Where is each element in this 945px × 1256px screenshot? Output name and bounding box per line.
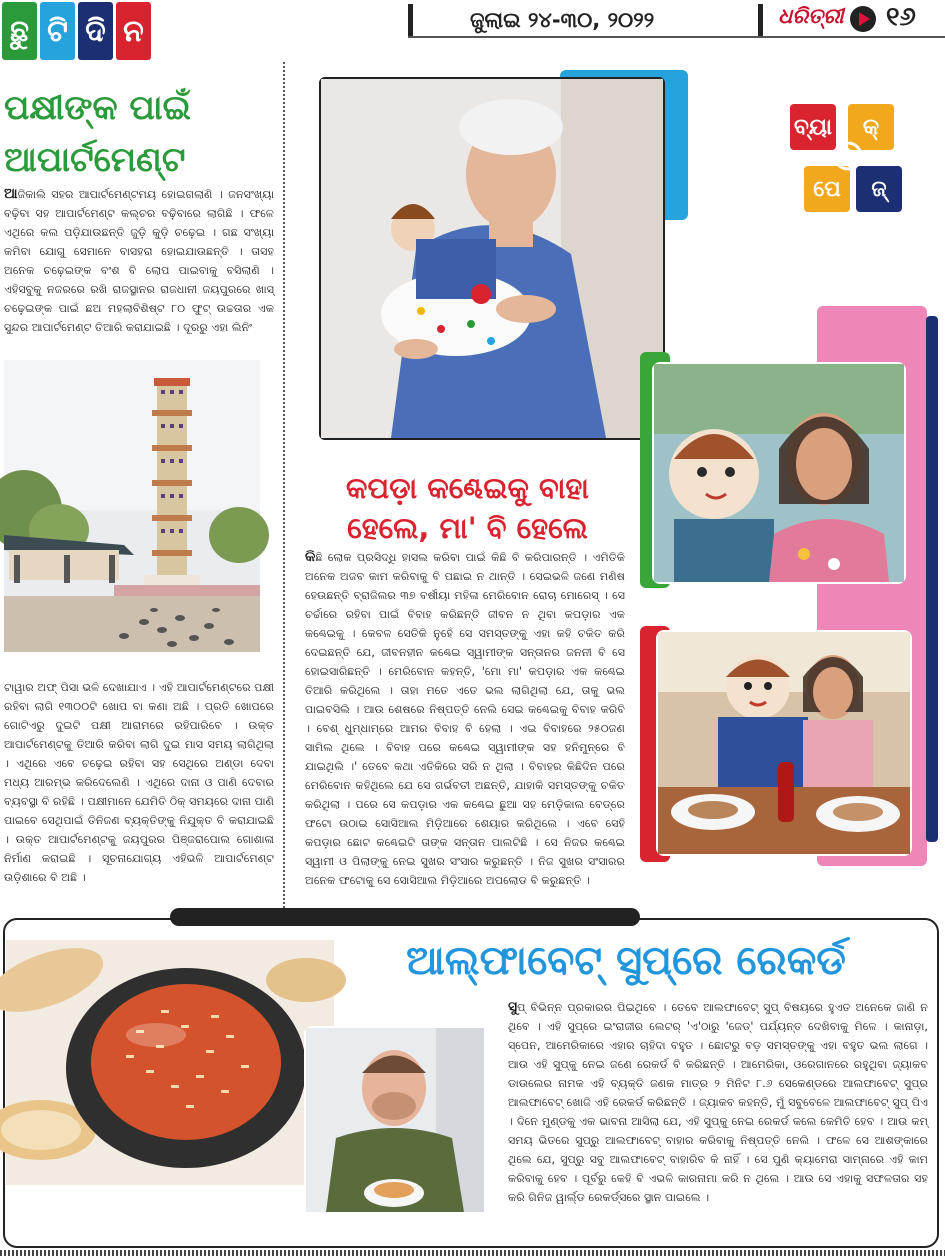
back-page-letter-4: ଜ୍ xyxy=(856,166,902,212)
bird-tower-photo xyxy=(4,360,260,652)
couple-photo-illustration-2 xyxy=(658,632,910,854)
target-ring-icon xyxy=(790,104,902,220)
soup-story-body xyxy=(508,998,928,1232)
woman-with-doll-husband-photo-1 xyxy=(652,362,906,584)
section-letter-1: ଛୁ xyxy=(2,2,37,60)
doll-dropcap: କି xyxy=(305,549,316,565)
back-page-letter-3: ପେ xyxy=(804,166,850,212)
newspaper-logo: ଧରିତ୍ରୀ xyxy=(778,4,844,28)
doll-story-headline: କପଡ଼ା କଣ୍ଢେଇକୁ ବାହା ହେଲେ, ମା' ବି ହେଲେ xyxy=(346,471,589,545)
woman-hospital-illustration xyxy=(321,79,663,438)
soup-story-text: ପ୍ ବିଭିନ୍ନ ପ୍ରକାରର ପିଇଥିବେ । ତେବେ ଆଲଫାବେଟ୍ ସୁପ୍ ବିଷୟରେ ହୁଏତ ଅନେକେ ଜାଣି ନ ଥିବେ । ଏହି ସୁପ୍‌ରେ ଇଂରାଜୀର ଲେଟର୍ 'ଏ'ଠାରୁ 'ଜେଡ୍' ପର୍ଯ୍ୟନ୍ତ ଦେଖିବାକୁ ମିଳେ । କାନାଡ଼ା, ସ୍ପେନ, ଆମେରିକାରେ ଏହାର ଚାହିଦା ବହୁତ । ଛୋଟରୁ ବଡ଼ ସମସ୍ତଙ୍କୁ ଏହା ବହୁତ ଭଲ ଲାଗେ । ଆଉ ଏହି ସୁପ୍‌କୁ ନେଇ ଜଣେ ରେକର୍ଡ ବି କରିଛନ୍ତି । ଆମେରିକା, ଓରେଗାନରେ ରହୁଥିବା ଜ୍ୟାକବ ଡାଉଲେର ନାମକ ଏହି ବ୍ୟକ୍ତି ଜଣକ ମାତ୍ର ୨ ମିନିଟ ୮.୬ ସେକେଣ୍ଡରେ ଆଲଫାବେଟ୍ ସୁପ୍‌ର ଆଲଫାବେଟ୍ ଖୋଜି ଏହି ରେକର୍ଡ କରିଛନ୍ତି । ଜ୍ୟାକବ କହନ୍ତି, ମୁଁ ସବୁବେଳେ ଆଲଫାବେଟ୍ ସୁପ୍ ପିଏ । ଦିନେ ମୁଣ୍ଡକୁ ଏକ ଭାବନା ଆସିଲା ଯେ, ଏହି ସୁପ୍‌କୁ ନେଇ ରେକର୍ଡ କଲେ କେମିତି ହେବ । ଆଉ କମ୍ ସମୟ ଭିତରେ ସୁପ୍‌ରୁ ଆଲଫାବେଟ୍ ବାହାର କରିବାକୁ ନିଷ୍ପତ୍ତି ନେଲି । ଫଳେ ସେ ଆଶଙ୍କାରେ ଥିଲେ ଯେ, ସୁପ୍‌ରୁ ସବୁ ଆଲଫାବେଟ୍ ବାହାରିବ କି ନାହିଁ । ସେ ପୁଣି କ୍ୟାମେରା ସାମ୍ନାରେ ଏହି କାମ କରିବାକୁ ହେବ । ପୂର୍ବରୁ କେହି ବି ଏଭଳି କାରନାମା କରି ନ ଥିଲେ । ଆଉ ସେ ଏହାକୁ ସଫଳତାର ସହ କରି ଗିନିଜ ୱାର୍ଲ୍ଡ ରେକର୍ଡ୍‌ସରେ ସ୍ଥାନ ପାଇଲେ । xyxy=(508,1001,928,1204)
back-page-letter-2: କ୍ xyxy=(848,104,894,150)
birds-paragraph-1-text: ଜିକାଲି ସହର ଆପାର୍ଟମେଣ୍ଟମୟ ହୋଇଗଲାଣି । ଜନସଂଖ୍ୟା ବଢ଼ିବା ସହ ଆପାର୍ଟମେଣ୍ଟ କଲ୍ଚର ବଢ଼ିବାରେ ଲାଗିଛି । ଫଳେ ଏଥିରେ କଲ ପଡ଼ିଯାଉଛନ୍ତି ଜୁଡ଼ି କୁଡ଼ି ଚଢ଼େଇ । ଗଛ ସଂଖ୍ୟା କମିବା ଯୋଗୁ ସେମାନେ ବାସହରା ହୋଇଯାଉଛନ୍ତି । ତାସହ ଅନେକ ଚଢ଼େଇଙ୍କ ବଂଶ ବି ଲୋପ ପାଇବାକୁ ବସିଲାଣି । ଏହିସବୁକୁ ନଜରରେ ରଖି ରାଜସ୍ଥାନର ରାଜଧାନୀ ଜୟପୁରରେ ଖାସ୍ ଚଢ଼େଇଙ୍କ ପାଇଁ ଛଅ ମହଲାବିଶିଷ୍ଟ ୮୦ ଫୁଟ୍ ଉଚ୍ଚତାର ଏକ ସୁନ୍ଦର ଆପାର୍ଟମେଣ୍ଟ ତିଆରି କରାଯାଇଛି । ଦୂରରୁ ଏହା ଲିନିଂ xyxy=(4,188,274,334)
column-divider xyxy=(283,62,285,912)
page-number: ୧୬ xyxy=(886,2,916,32)
doll-story-body xyxy=(305,548,625,887)
couple-photo-illustration-1 xyxy=(654,364,904,582)
back-page-letter-1: ବ୍ୟା xyxy=(790,104,836,150)
alphabet-soup-photo xyxy=(6,940,334,1185)
man-with-plate-illustration xyxy=(306,1028,484,1212)
section-brand xyxy=(2,2,151,60)
soup-dropcap: ସୁ xyxy=(508,999,518,1015)
page-bottom-rule xyxy=(0,1250,945,1256)
soup-story-headline: ଆଲ୍‌ଫାବେଟ୍ ସୁପ୍‌ରେ ରେକର୍ଡ xyxy=(406,938,846,984)
play-icon xyxy=(850,6,876,32)
issue-date: ଜୁଲାଇ ୨୪-୩୦, ୨୦୨୨ xyxy=(470,8,655,32)
section-letter-4: ନ xyxy=(116,2,151,60)
header-divider xyxy=(758,4,763,36)
doll-story-text: ଛି ଲୋକ ପ୍ରସିଦ୍ଧି ହାସଲ କରିବା ପାଇଁ କିଛି ବି କରିପାରନ୍ତି । ଏମିତିକି ଅନେକ ଅଜବ କାମ କରିବାକୁ ବି ପଛାଇ ନ ଥାନ୍ତି । ସେଇଭଳି ଜଣେ ମଣିଷ ହେଉଛନ୍ତି ବ୍ରାଜିଲର ୩୭ ବର୍ଷୀୟା ମହିଳା ମେରିବୋନ ରୋଚା ମୋରେସ୍ । ସେ ଚର୍ଚ୍ଚାରେ ରହିବା ପାଇଁ ବିବାହ କରିଛନ୍ତି ଜୀବନ ନ ଥିବା କପଡ଼ାର ଏକ କଣ୍ଢେଇକୁ । କେବଳ ସେତିକି ନୁହେଁ ସେ ସମସ୍ତଙ୍କୁ ଏହା କହି ଚକିତ କରି ଦେଇଛନ୍ତି ଯେ, ଜୀବନହୀନ କଣ୍ଢେଇ ସ୍ୱାମୀଙ୍କ ସନ୍ତାନର ଜନନୀ ବି ସେ ହୋଇସାରିଛନ୍ତି । ମେରିବୋନ କହନ୍ତି, 'ମୋ ମା' କପଡ଼ାର ଏକ କଣ୍ଢେଇ ତିଆରି କରିଥିଲେ । ତାହା ମତେ ଏତେ ଭଲ ଲାଗିଥିଲା ଯେ, ତାକୁ ଭଲ ପାଇବସିଲି । ଆଉ ଶେଷରେ ନିଷ୍ପତ୍ତି ନେଲି ସେଇ କଣ୍ଢେଇକୁ ବିବାହ କରିବି । ବେଶ୍ ଧୁମ୍ଧାମ୍‌ରେ ଆମର ବିବାହ ବି ହେଲା । ଏଇ ବିବାହରେ ୨୫୦ଜଣ ସାମିଲ ଥିଲେ । ବିବାହ ପରେ କଣ୍ଢେଇ ସ୍ୱାମୀଙ୍କ ସହ ହନିମୁନ୍‌ରେ ବି ଯାଇଥିଲି ।' ତେବେ କଥା ଏତିକିରେ ସରି ନ ଥିଲା । ବିବାହର କିଛିଦିନ ପରେ ମେରିବୋନ କହିଥିଲେ ଯେ ସେ ଗର୍ଭବତୀ ଅଛନ୍ତି, ଯାହାକି ସମସ୍ତଙ୍କୁ ଚକିତ କରିଥିଲା । ପରେ ସେ କପଡ଼ାର ଏକ କଣ୍ଢେଇ ଛୁଆ ସହ ମେଡ଼ିକାଲ ବେଡ୍‌ରେ ଫଟୋ ଉଠାଇ ସୋସିଆଲ ମିଡ଼ିଆରେ ଶେୟାର କରିଥିଲେ । ଏବେ ସେହି କପଡ଼ାର ଛୋଟ କଣ୍ଢେଇଟି ତାଙ୍କ ସନ୍ତାନ ପାଲଟିଛି । ସେ ନିଜର କଣ୍ଢେଇ ସ୍ୱାମୀ ଓ ପିଲାଙ୍କୁ ନେଇ ସୁଖର ସଂସାର କରୁଛନ୍ତି । ନିଜ ସୁଖର ସଂସାରର ଅନେକ ଫଟୋକୁ ସେ ସୋସିଆଲ ମିଡ଼ିଆରେ ଅପଲୋଡ ବି କରୁଛନ୍ତି । xyxy=(305,551,625,887)
section-letter-3: ଦି xyxy=(78,2,113,60)
record-holder-photo xyxy=(304,1026,486,1214)
back-page-badge xyxy=(790,104,902,220)
header-rule xyxy=(408,36,945,38)
soup-bowl-illustration xyxy=(6,940,334,1185)
birds-dropcap: ଆ xyxy=(4,186,18,202)
header-divider xyxy=(408,4,413,36)
birds-paragraph-2: ଟାୱାର ଅଫ୍ ପିସା ଭଳି ଦେଖାଯାଏ । ଏହି ଆପାର୍ଟମେଣ୍ଟରେ ପକ୍ଷୀ ରହିବା ଲାଗି ୧୩୦୦ଟି ଖୋପ ବା କଣା ଅଛି । ପ୍ରତି ଖୋପରେ ଗୋଟିଏରୁ ଦୁଇଟି ପକ୍ଷୀ ଆରାମରେ ରହିପାରିବେ । ଉକ୍ତ ଆପାର୍ଟମେଣ୍ଟକୁ ତିଆରି କରିବା ଲାଗି ଦୁଇ ମାସ ସମୟ ଲାଗିଥିଲା । ଏଥିରେ ଏବେ ଚଢ଼େଇ ରହିବା ସହ ସେଥିରେ ଅଣ୍ଡା ଦେବା ମଧ୍ୟ ଆରମ୍ଭ କରିଦେଲେଣି । ଏଥିରେ ଦାନା ଓ ପାଣି ଦେବାର ବ୍ୟବସ୍ଥା ବି ରହିଛି । ପକ୍ଷୀମାନେ ଯେମିତି ଠିକ୍ ସମୟରେ ଦାନା ପାଣି ପାଇବେ ସେଥିପାଇଁ ତିନିଜଣ ବ୍ୟକ୍ତିଙ୍କୁ ନିଯୁକ୍ତ ବି କରାଯାଇଛି । ଉକ୍ତ ଆପାର୍ଟମେଣ୍ଟକୁ ଜୟପୁରର ପିଞ୍ଜରାପୋଲ ଗୋଶାଳା ନିର୍ମାଣ କରାଇଛି । ସୂଚନାଯୋଗ୍ୟ ଏହିଭଳି ଆପାର୍ଟମେଣ୍ଟ ଉଡ଼ିଶାରେ ବି ଅଛି । xyxy=(4,681,274,884)
section-letter-2: ଟି xyxy=(40,2,75,60)
birds-paragraph-1 xyxy=(4,185,274,359)
accent-block-navy xyxy=(926,316,938,842)
bird-tower-illustration xyxy=(4,360,260,652)
woman-with-doll-baby-photo xyxy=(319,77,665,440)
woman-with-doll-husband-photo-2 xyxy=(656,630,912,856)
birds-headline: ପକ୍ଷୀଙ୍କ ପାଇଁ ଆପାର୍ଟମେଣ୍ଟ xyxy=(4,88,191,180)
masthead xyxy=(0,0,945,62)
